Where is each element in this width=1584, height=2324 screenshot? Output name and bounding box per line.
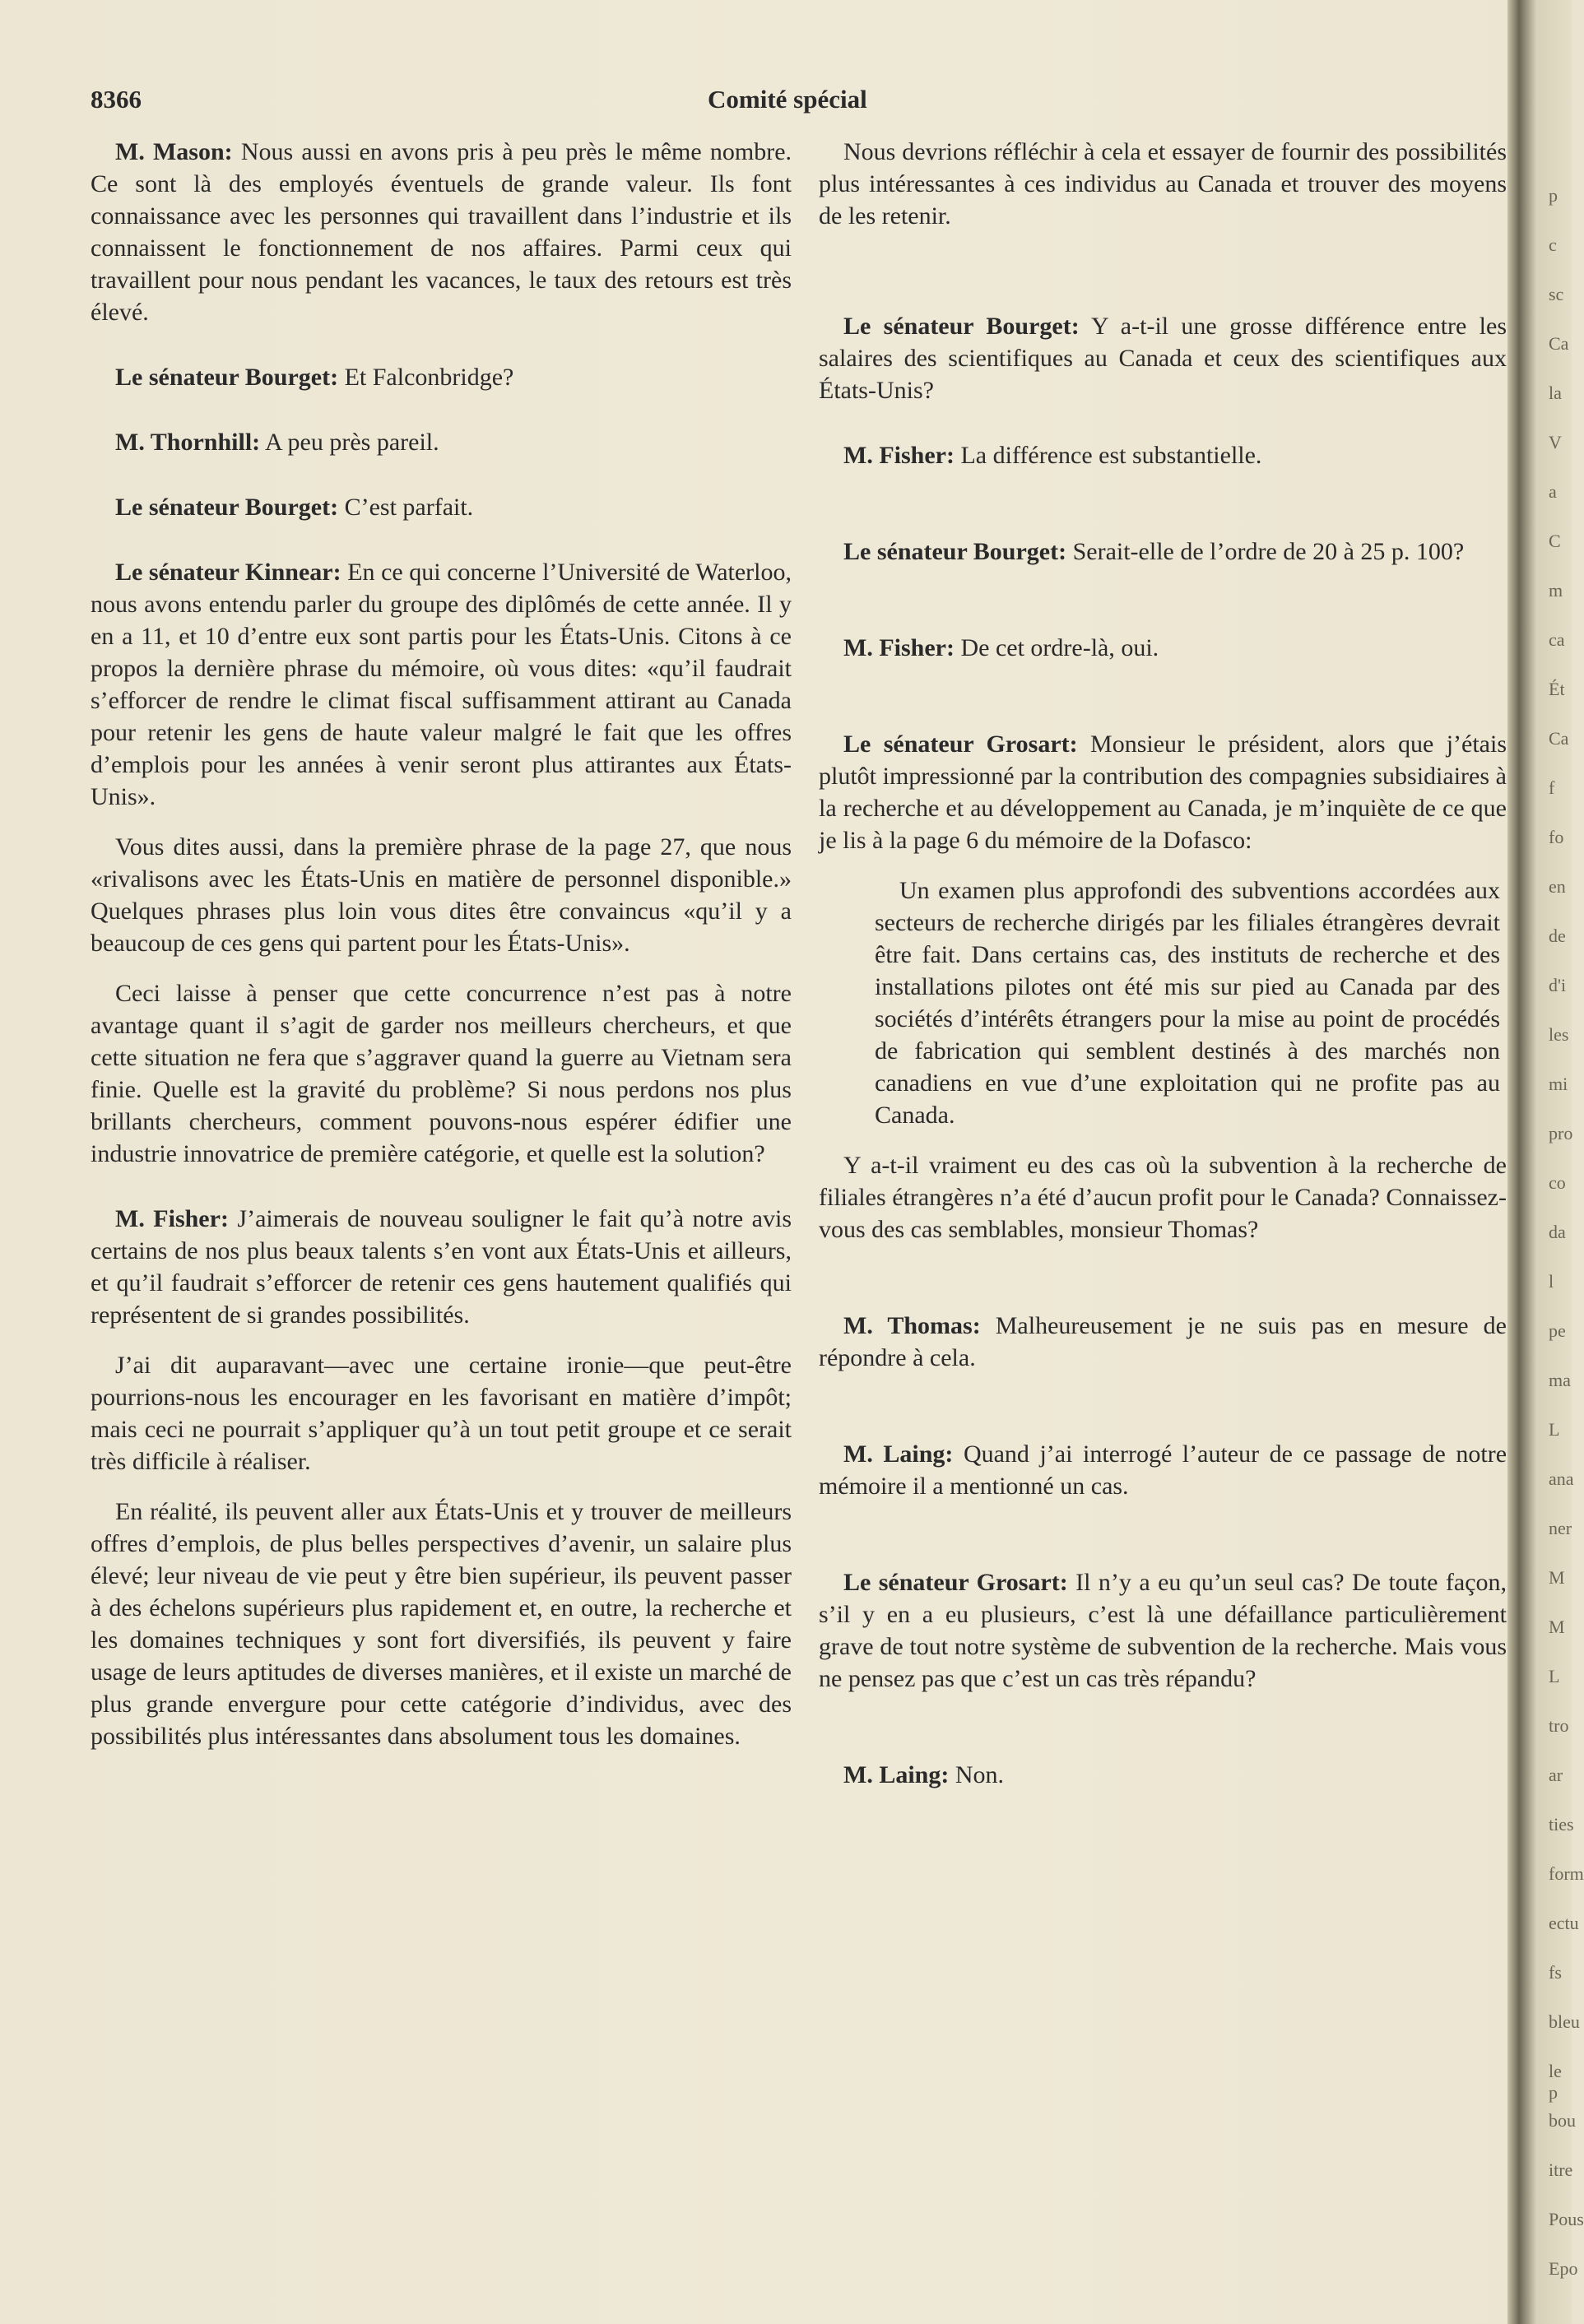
margin-fragment: Pous	[1549, 2209, 1584, 2229]
margin-fragment: itre	[1549, 2159, 1573, 2180]
margin-fragment: ectu	[1549, 1913, 1579, 1933]
paragraph	[91, 491, 792, 523]
right-column	[819, 136, 1507, 1809]
paragraph	[819, 1566, 1507, 1695]
margin-fragment: d'i	[1549, 975, 1567, 995]
paragraph	[91, 426, 792, 458]
margin-fragment: Epo	[1549, 2258, 1578, 2279]
margin-fragment: sc	[1549, 284, 1564, 304]
paragraph-text: Et Falconbridge?	[344, 364, 514, 391]
speaker-name: M. Thomas:	[843, 1312, 981, 1339]
margin-fragment: bou	[1549, 2110, 1576, 2131]
paragraph	[819, 136, 1507, 232]
margin-fragment: en	[1549, 876, 1566, 897]
margin-fragment: M	[1549, 1567, 1565, 1588]
margin-fragment: ner	[1549, 1518, 1572, 1538]
paragraph-text: Y a-t-il vraiment eu des cas où la subvention à la recherche de filiales étrangères n’a été d’aucun profit pour le Canada? Connaissez-vous des cas semblables, monsieur Thomas?	[819, 1152, 1507, 1243]
paragraph-text: J’aimerais de nouveau souligner le fait qu’à notre avis certains de nos plus beaux talents s’en vont aux États-Unis et ailleurs, et qu’il faudrait s’efforcer de retenir ces gens hautement qualifiés qui représentent de si grandes possibilités.	[91, 1205, 792, 1329]
paragraph	[91, 361, 792, 393]
paragraph	[819, 1759, 1507, 1791]
speaker-name: M. Mason:	[115, 138, 233, 165]
paragraph-text: Serait-elle de l’ordre de 20 à 25 p. 100?	[1072, 538, 1465, 565]
paragraph	[91, 136, 792, 328]
speaker-name: M. Laing:	[843, 1761, 950, 1788]
paragraph-text: A peu près pareil.	[265, 429, 439, 456]
margin-fragment: ar	[1549, 1765, 1563, 1785]
paragraph-text: Y a-t-il une grosse différence entre les salaires des scientifiques au Canada et ceux des scientifiques aux États-Unis?	[819, 313, 1507, 404]
margin-fragment: Ét	[1549, 679, 1565, 699]
margin-fragment: fo	[1549, 827, 1564, 847]
margin-fragment: tro	[1549, 1715, 1569, 1736]
margin-fragment: Ca	[1549, 728, 1569, 749]
speaker-name: Le sénateur Bourget:	[115, 494, 339, 521]
margin-fragment: c	[1549, 234, 1557, 255]
margin-fragment: V	[1549, 432, 1562, 452]
margin-fragment: pe	[1549, 1320, 1566, 1341]
paragraph	[91, 1349, 792, 1477]
margin-fragment: M	[1549, 1617, 1565, 1637]
margin-fragment: C	[1549, 531, 1561, 551]
margin-fragment: le p	[1549, 2061, 1562, 2103]
margin-fragment: bleu	[1549, 2011, 1580, 2032]
left-column	[91, 136, 792, 1770]
facing-page-fragments	[1545, 0, 1584, 2324]
speaker-name: M. Fisher:	[843, 442, 955, 469]
margin-fragment: ma	[1549, 1370, 1571, 1390]
speaker-name: Le sénateur Bourget:	[843, 538, 1067, 565]
paragraph	[91, 831, 792, 959]
margin-fragment: Ca	[1549, 333, 1569, 354]
running-title: Comité spécial	[708, 85, 867, 114]
margin-fragment: f	[1549, 777, 1555, 798]
paragraph	[819, 632, 1507, 664]
paragraph	[819, 439, 1507, 471]
margin-fragment: pro	[1549, 1123, 1573, 1143]
margin-fragment: form	[1549, 1863, 1584, 1884]
paragraph	[91, 1203, 792, 1331]
paragraph	[819, 1310, 1507, 1374]
paragraph	[819, 310, 1507, 406]
speaker-name: Le sénateur Bourget:	[843, 313, 1080, 340]
paragraph-text: C’est parfait.	[344, 494, 474, 521]
margin-fragment: ties	[1549, 1814, 1574, 1835]
speaker-name: Le sénateur Grosart:	[843, 731, 1078, 758]
margin-fragment: ca	[1549, 629, 1565, 650]
paragraph	[819, 728, 1507, 856]
speaker-name: Le sénateur Bourget:	[115, 364, 339, 391]
page-number: 8366	[91, 85, 142, 114]
paragraph-text: De cet ordre-là, oui.	[960, 634, 1159, 661]
paragraph-text: Ceci laisse à penser que cette concurrence n’est pas à notre avantage quant il s’agit de garder nos meilleurs chercheurs, et que cette situation ne fera que s’aggraver quand la guerre au Vietnam sera finie. Quelle est la gravité du problème? Si nous perdons nos plus brillants chercheurs, comment pouvons-nous espérer édifier une industrie innovatrice de première catégorie, et quelle est la solution?	[91, 980, 792, 1167]
paragraph-text: Non.	[955, 1761, 1005, 1788]
speaker-name: M. Thornhill:	[115, 429, 261, 456]
speaker-name: M. Laing:	[843, 1440, 954, 1468]
paragraph	[91, 977, 792, 1170]
paragraph	[819, 1149, 1507, 1245]
paragraph	[819, 1438, 1507, 1502]
page-header	[91, 85, 1506, 118]
paragraph-text: J’ai dit auparavant—avec une certaine ironie—que peut-être pourrions-nous les encourager en les favorisant en matière d’impôt; mais ceci ne pourrait s’appliquer qu’à un tout petit groupe et ce serait très difficile à réaliser.	[91, 1352, 792, 1475]
margin-fragment: co	[1549, 1172, 1566, 1193]
paragraph-text: La différence est substantielle.	[960, 442, 1262, 469]
speaker-name: Le sénateur Kinnear:	[115, 559, 341, 586]
paragraph-text: En réalité, ils peuvent aller aux États-Unis et y trouver de meilleurs offres d’emplois, de plus belles perspectives d’avenir, un salaire plus élevé; leur niveau de vie peut y être bien supérieur, ils peuvent passer à des échelons supérieurs plus rapidement et, en outre, la recherche et les domaines techniques y sont fort diversifiés, ils peuvent y faire usage de leurs aptitudes de diverses manières, et il existe un marché de plus grande envergure pour cette catégorie d’individus, avec des possibilités plus intéressantes dans absolument tous les domaines.	[91, 1498, 792, 1750]
paragraph-text: Il n’y a eu qu’un seul cas? De toute façon, s’il y en a eu plusieurs, c’est là une défaillance particulièrement grave de tout notre système de subvention de la recherche. Mais vous ne pensez pas que c’est un cas très répandu?	[819, 1569, 1507, 1692]
margin-fragment: p	[1549, 185, 1558, 206]
margin-fragment: ana	[1549, 1468, 1574, 1489]
speaker-name: Le sénateur Grosart:	[843, 1569, 1068, 1596]
margin-fragment: a	[1549, 481, 1557, 502]
paragraph-text: Nous devrions réfléchir à cela et essayer de fournir des possibilités plus intéressantes à ces individus au Canada et trouver des moyens de les retenir.	[819, 138, 1507, 230]
block-quote	[819, 874, 1507, 1131]
paragraph-text: En ce qui concerne l’Université de Waterloo, nous avons entendu parler du groupe des diplômés de cette année. Il y en a 11, et 10 d’entre eux sont partis pour les États-Unis. Citons à ce propos la dernière phrase du mémoire, où vous dites: «qu’il faudrait s’efforcer de rendre le climat fiscal suffisamment attirant au Canada pour retenir les gens de haute valeur malgré le fait que les offres d’emplois pour les années à venir seront plus attirantes aux États-Unis».	[91, 559, 792, 810]
margin-fragment: L	[1549, 1666, 1560, 1686]
paragraph	[91, 556, 792, 813]
paragraph-text: Nous aussi en avons pris à peu près le même nombre. Ce sont là des employés éventuels de grande valeur. Ils font connaissance avec les personnes qui travaillent dans l’industrie et ils connaissent le fonctionnement de nos affaires. Parmi ceux qui travaillent pour nous pendant les vacances, le taux des retours est très élevé.	[91, 138, 792, 326]
margin-fragment: da	[1549, 1222, 1566, 1242]
margin-fragment: fs	[1549, 1962, 1562, 1983]
margin-fragment: les	[1549, 1024, 1569, 1045]
paragraph	[91, 1496, 792, 1752]
paragraph	[819, 536, 1507, 568]
paragraph-text: Malheureusement je ne suis pas en mesure de répondre à cela.	[819, 1312, 1507, 1371]
margin-fragment: L	[1549, 1419, 1560, 1440]
paragraph-text: Vous dites aussi, dans la première phrase de la page 27, que nous «rivalisons avec les États-Unis en matière de personnel disponible.» Quelques phrases plus loin vous dites être convaincus «qu’il y a beaucoup de ces gens qui partent pour les États-Unis».	[91, 833, 792, 957]
paragraph-text: Quand j’ai interrogé l’auteur de ce passage de notre mémoire il a mentionné un cas.	[819, 1440, 1507, 1500]
margin-fragment: mi	[1549, 1074, 1568, 1094]
margin-fragment: la	[1549, 383, 1562, 403]
quote-text: Un examen plus approfondi des subventions accordées aux secteurs de recherche dirigés par les filiales étrangères devrait être fait. Dans certains cas, des instituts de recherche et des installations pilotes ont été mis sur pied au Canada par des sociétés d’intérêts étrangers pour la mise au point de procédés de fabrication qui semblent destinés à des marchés non canadiens en vue d’une exploitation qui ne profite pas au Canada.	[875, 877, 1500, 1129]
margin-fragment: l	[1549, 1271, 1554, 1292]
margin-fragment: de	[1549, 925, 1566, 946]
speaker-name: M. Fisher:	[115, 1205, 229, 1232]
speaker-name: M. Fisher:	[843, 634, 955, 661]
paragraph-text: Monsieur le président, alors que j’étais plutôt impressionné par la contribution des compagnies subsidiaires à la recherche et au développement au Canada, je m’inquiète de ce que je lis à la page 6 du mémoire de la Dofasco:	[819, 731, 1507, 854]
margin-fragment: m	[1549, 580, 1563, 601]
